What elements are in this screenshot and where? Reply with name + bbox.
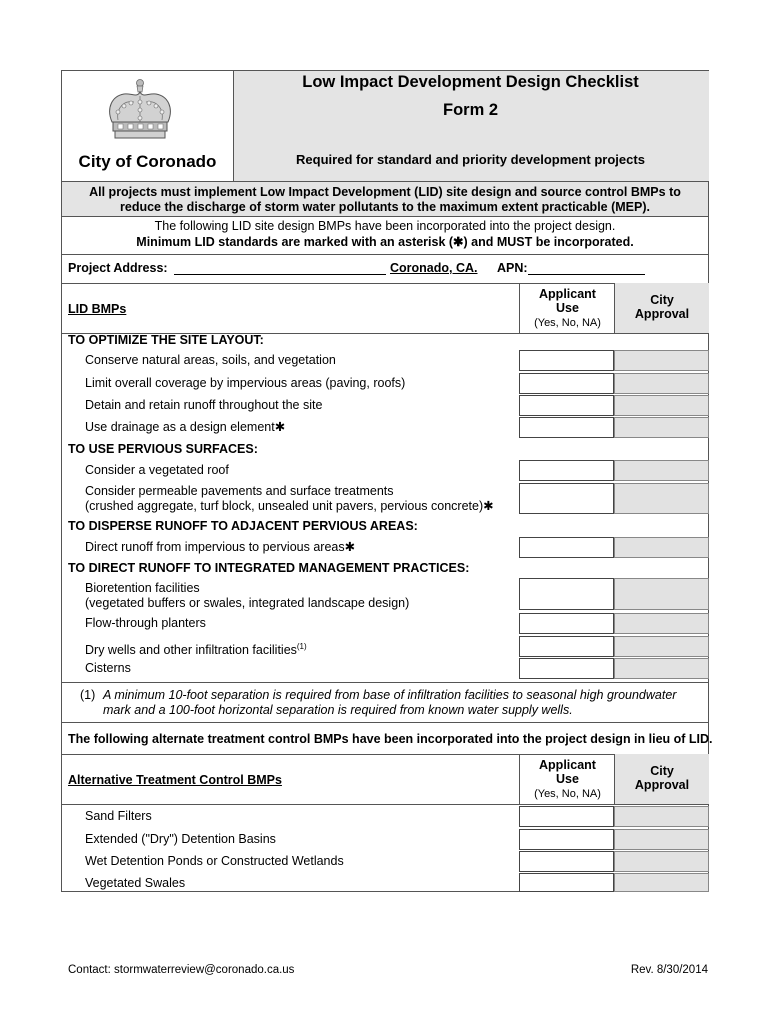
divider <box>61 254 709 255</box>
applicant-label: Applicant <box>539 287 596 301</box>
city-label: City <box>650 764 674 778</box>
applicant-use-input[interactable] <box>519 395 614 416</box>
options-label: (Yes, No, NA) <box>534 788 601 800</box>
footnote-line-1: A minimum 10-foot separation is required from base of infiltration facilities to seasonal high groundwater <box>103 688 677 702</box>
item-sand-filters: Sand Filters <box>85 809 152 823</box>
item-vegetated-roof: Consider a vegetated roof <box>85 463 229 477</box>
alt-city-col-header <box>614 754 709 804</box>
approval-label: Approval <box>634 307 690 321</box>
project-city: Coronado, CA. <box>390 261 478 275</box>
use-label: Use <box>556 301 579 315</box>
applicant-use-input[interactable] <box>519 460 614 481</box>
intro-line-2: reduce the discharge of storm water pollutants to the maximum extent practicable (MEP). <box>120 200 650 214</box>
item-detain-runoff: Detain and retain runoff throughout the site <box>85 398 323 412</box>
item-permeable-pavements: Consider permeable pavements and surface treatments <box>85 484 394 498</box>
form-title: Low Impact Development Design Checklist <box>302 73 639 91</box>
item-vegetated-swales: Vegetated Swales <box>85 876 186 890</box>
lid-bmps-heading: LID BMPs <box>68 302 127 316</box>
item-dry-wells <box>85 639 307 658</box>
section-integrated-practices: TO DIRECT RUNOFF TO INTEGRATED MANAGEMENT PRACTICES: <box>68 561 470 575</box>
city-approval-cell <box>614 613 709 634</box>
section-disperse-runoff: TO DISPERSE RUNOFF TO ADJACENT PERVIOUS AREAS: <box>68 519 418 533</box>
applicant-use-input[interactable] <box>519 851 614 872</box>
footnote-line-2: mark and a 100-foot horizontal separation is required from known water supply wells. <box>103 703 573 717</box>
city-approval-cell <box>614 578 709 610</box>
city-approval-cell <box>614 873 709 892</box>
item-conserve-natural-areas: Conserve natural areas, soils, and vegetation <box>85 353 336 367</box>
item-cisterns: Cisterns <box>85 661 131 675</box>
footnote-number: (1) <box>80 688 96 702</box>
footer-revision: Rev. 8/30/2014 <box>630 964 708 976</box>
applicant-label: Applicant <box>539 758 596 772</box>
use-label: Use <box>556 772 579 786</box>
item-dry-wells-label: Dry wells and other infiltration facilities <box>85 643 297 658</box>
section-optimize-layout: TO OPTIMIZE THE SITE LAYOUT: <box>68 333 264 347</box>
applicant-use-input[interactable] <box>519 417 614 438</box>
alt-bmps-heading: Alternative Treatment Control BMPs <box>68 773 282 787</box>
city-approval-cell <box>614 851 709 872</box>
intro-line-3: The following LID site design BMPs have been incorporated into the project design. <box>154 219 616 233</box>
applicant-col-header <box>519 283 615 333</box>
options-label: (Yes, No, NA) <box>534 317 601 329</box>
section-pervious-surfaces: TO USE PERVIOUS SURFACES: <box>68 442 258 456</box>
applicant-use-input[interactable] <box>519 636 614 657</box>
city-label: City <box>650 293 674 307</box>
apn-label: APN: <box>497 261 528 275</box>
item-detention-basins: Extended ("Dry") Detention Basins <box>85 832 276 846</box>
divider <box>61 804 709 805</box>
item-bioretention-detail: (vegetated buffers or swales, integrated landscape design) <box>85 596 410 610</box>
city-approval-cell <box>614 829 709 850</box>
applicant-use-input[interactable] <box>519 350 614 371</box>
applicant-use-input[interactable] <box>519 613 614 634</box>
city-name: City of Coronado <box>78 152 217 171</box>
footnote-ref: (1) <box>296 642 307 651</box>
city-approval-cell <box>614 460 709 481</box>
city-approval-cell <box>614 658 709 679</box>
item-direct-runoff-pervious: Direct runoff from impervious to pervious areas✱ <box>85 540 356 554</box>
city-approval-cell <box>614 373 709 394</box>
form-number: Form 2 <box>442 101 498 119</box>
project-address-input[interactable] <box>174 274 386 275</box>
item-flow-through-planters: Flow-through planters <box>85 616 206 630</box>
alt-applicant-col-header <box>519 754 615 804</box>
apn-input[interactable] <box>528 274 645 275</box>
city-approval-cell <box>614 483 709 514</box>
item-permeable-pavements-detail: (crushed aggregate, turf block, unsealed unit pavers, pervious concrete)✱ <box>85 499 494 513</box>
project-address-label: Project Address: <box>68 261 168 275</box>
item-bioretention: Bioretention facilities <box>85 581 200 595</box>
alt-statement: The following alternate treatment control BMPs have been incorporated into the project design in lieu of LID. <box>68 732 713 746</box>
applicant-use-input[interactable] <box>519 483 614 514</box>
divider <box>61 682 709 683</box>
city-approval-cell <box>614 395 709 416</box>
item-limit-impervious: Limit overall coverage by impervious areas (paving, roofs) <box>85 376 406 390</box>
applicant-use-input[interactable] <box>519 658 614 679</box>
item-wet-detention-ponds: Wet Detention Ponds or Constructed Wetlands <box>85 854 344 868</box>
divider <box>61 722 709 723</box>
city-approval-cell <box>614 806 709 827</box>
intro-line-4: Minimum LID standards are marked with an asterisk (✱) and MUST be incorporated. <box>136 235 634 249</box>
applicant-use-input[interactable] <box>519 873 614 892</box>
intro-line-1: All projects must implement Low Impact Development (LID) site design and source control BMPs to <box>89 185 681 199</box>
crown-logo-icon <box>104 78 176 142</box>
divider <box>61 216 709 217</box>
applicant-use-input[interactable] <box>519 537 614 558</box>
applicant-use-input[interactable] <box>519 578 614 610</box>
item-drainage-design: Use drainage as a design element✱ <box>85 420 286 434</box>
city-approval-cell <box>614 636 709 657</box>
footer-contact: Contact: stormwaterreview@coronado.ca.us <box>68 964 295 976</box>
city-col-header <box>614 283 709 333</box>
applicant-use-input[interactable] <box>519 829 614 850</box>
applicant-use-input[interactable] <box>519 806 614 827</box>
city-approval-cell <box>614 537 709 558</box>
applicant-use-input[interactable] <box>519 373 614 394</box>
approval-label: Approval <box>634 778 690 792</box>
form-subtitle: Required for standard and priority development projects <box>296 152 645 167</box>
city-approval-cell <box>614 417 709 438</box>
city-approval-cell <box>614 350 709 371</box>
